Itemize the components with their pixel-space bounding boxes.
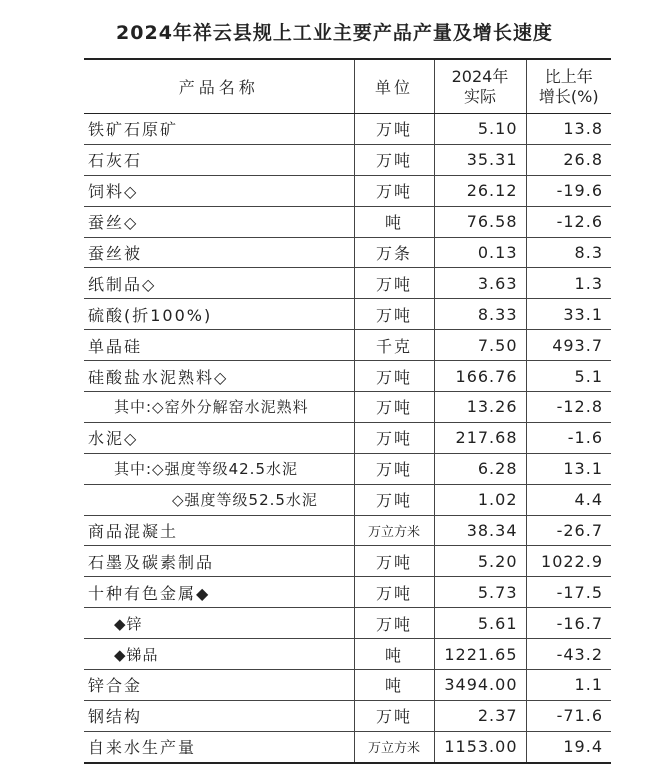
- unit-cell: 万吨: [354, 700, 434, 731]
- unit-cell: 吨: [354, 639, 434, 670]
- output-value: 5.20: [434, 546, 526, 577]
- product-name: 蚕丝被: [84, 237, 354, 268]
- unit-cell: 万吨: [354, 484, 434, 515]
- growth-value: 1.3: [526, 268, 611, 299]
- growth-value: 1.1: [526, 670, 611, 701]
- output-value: 1153.00: [434, 731, 526, 762]
- output-value: 217.68: [434, 422, 526, 453]
- unit-cell: 万吨: [354, 422, 434, 453]
- growth-value: -19.6: [526, 175, 611, 206]
- table-row: [84, 392, 611, 423]
- product-name: 商品混凝土: [84, 515, 354, 546]
- unit-cell: 万吨: [354, 268, 434, 299]
- product-name: 硫酸(折100%): [84, 299, 354, 330]
- unit-cell: 千克: [354, 330, 434, 361]
- header-growth: [526, 59, 611, 114]
- growth-value: -26.7: [526, 515, 611, 546]
- table-row: [84, 268, 611, 299]
- output-value: 5.73: [434, 577, 526, 608]
- product-name: 其中:◇窑外分解窑水泥熟料: [84, 392, 354, 423]
- unit-cell: 万吨: [354, 392, 434, 423]
- growth-value: 13.1: [526, 453, 611, 484]
- table-row: [84, 237, 611, 268]
- product-name: 饲料◇: [84, 175, 354, 206]
- output-value: 38.34: [434, 515, 526, 546]
- table-row: [84, 422, 611, 453]
- unit-cell: 万吨: [354, 175, 434, 206]
- product-name: 单晶硅: [84, 330, 354, 361]
- unit-cell: 万吨: [354, 577, 434, 608]
- header-growth-line1: 比上年: [544, 66, 593, 86]
- output-value: 7.50: [434, 330, 526, 361]
- table-row: [84, 515, 611, 546]
- table-row: [84, 484, 611, 515]
- table-row: [84, 700, 611, 731]
- growth-value: -12.8: [526, 392, 611, 423]
- output-value: 5.10: [434, 114, 526, 145]
- unit-cell: 万吨: [354, 299, 434, 330]
- growth-value: -17.5: [526, 577, 611, 608]
- table-row: [84, 144, 611, 175]
- output-value: 35.31: [434, 144, 526, 175]
- table-row: [84, 731, 611, 762]
- growth-value: 5.1: [526, 361, 611, 392]
- table-header-row: [84, 59, 611, 114]
- product-name: ◇强度等级52.5水泥: [84, 484, 354, 515]
- unit-cell: 吨: [354, 206, 434, 237]
- product-name: 铁矿石原矿: [84, 114, 354, 145]
- table-row: [84, 453, 611, 484]
- unit-cell: 万立方米: [354, 731, 434, 762]
- output-value: 8.33: [434, 299, 526, 330]
- unit-cell: 万条: [354, 237, 434, 268]
- growth-value: 26.8: [526, 144, 611, 175]
- table-row: [84, 577, 611, 608]
- unit-cell: 万吨: [354, 361, 434, 392]
- product-name: 纸制品◇: [84, 268, 354, 299]
- unit-cell: 万立方米: [354, 515, 434, 546]
- page-title: 2024年祥云县规上工业主要产品产量及增长速度: [116, 22, 553, 44]
- growth-value: -43.2: [526, 639, 611, 670]
- unit-cell: 万吨: [354, 114, 434, 145]
- header-output: [434, 59, 526, 114]
- output-value: 3.63: [434, 268, 526, 299]
- output-value: 26.12: [434, 175, 526, 206]
- header-output-line2: 实际: [463, 86, 496, 106]
- growth-value: 1022.9: [526, 546, 611, 577]
- product-name: ◆锑品: [84, 639, 354, 670]
- table-row: [84, 299, 611, 330]
- product-name: 十种有色金属◆: [84, 577, 354, 608]
- unit-cell: 万吨: [354, 453, 434, 484]
- table-row: [84, 670, 611, 701]
- growth-value: 33.1: [526, 299, 611, 330]
- product-name: 自来水生产量: [84, 731, 354, 762]
- table-row: [84, 114, 611, 145]
- table-row: [84, 206, 611, 237]
- output-value: 2.37: [434, 700, 526, 731]
- output-value: 166.76: [434, 361, 526, 392]
- growth-value: 8.3: [526, 237, 611, 268]
- table-row: [84, 361, 611, 392]
- table-row: [84, 175, 611, 206]
- unit-cell: 万吨: [354, 546, 434, 577]
- growth-value: -12.6: [526, 206, 611, 237]
- header-growth-line2: 增长(%): [538, 86, 599, 106]
- product-name: 石墨及碳素制品: [84, 546, 354, 577]
- output-value: 1.02: [434, 484, 526, 515]
- growth-value: 13.8: [526, 114, 611, 145]
- output-value: 3494.00: [434, 670, 526, 701]
- product-output-table: [84, 58, 611, 764]
- growth-value: -71.6: [526, 700, 611, 731]
- output-value: 76.58: [434, 206, 526, 237]
- growth-value: -16.7: [526, 608, 611, 639]
- unit-cell: 吨: [354, 670, 434, 701]
- header-unit: 单位: [354, 59, 434, 114]
- growth-value: -1.6: [526, 422, 611, 453]
- output-value: 0.13: [434, 237, 526, 268]
- product-name: 硅酸盐水泥熟料◇: [84, 361, 354, 392]
- product-name: 钢结构: [84, 700, 354, 731]
- growth-value: 4.4: [526, 484, 611, 515]
- product-name: 水泥◇: [84, 422, 354, 453]
- product-name: ◆锌: [84, 608, 354, 639]
- unit-cell: 万吨: [354, 144, 434, 175]
- table-row: [84, 608, 611, 639]
- product-name: 石灰石: [84, 144, 354, 175]
- table-row: [84, 546, 611, 577]
- growth-value: 19.4: [526, 731, 611, 762]
- header-product-name: 产品名称: [84, 59, 354, 114]
- table-row: [84, 639, 611, 670]
- output-value: 6.28: [434, 453, 526, 484]
- product-name: 其中:◇强度等级42.5水泥: [84, 453, 354, 484]
- unit-cell: 万吨: [354, 608, 434, 639]
- table-row: [84, 330, 611, 361]
- output-value: 5.61: [434, 608, 526, 639]
- output-value: 13.26: [434, 392, 526, 423]
- product-name: 锌合金: [84, 670, 354, 701]
- growth-value: 493.7: [526, 330, 611, 361]
- product-name: 蚕丝◇: [84, 206, 354, 237]
- header-output-line1: 2024年: [451, 66, 509, 86]
- output-value: 1221.65: [434, 639, 526, 670]
